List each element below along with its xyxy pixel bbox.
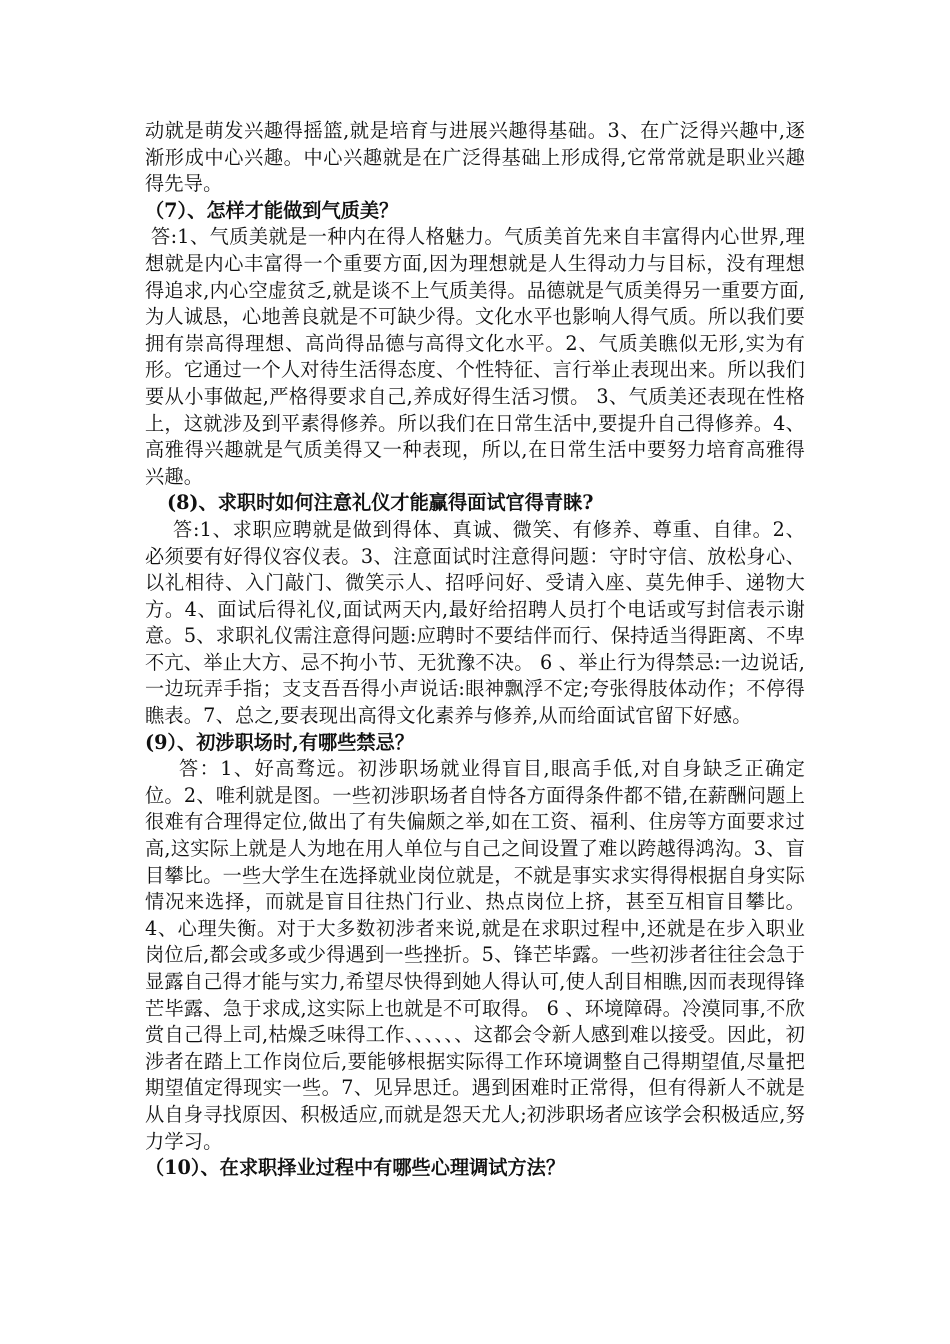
document-page	[145, 118, 805, 1182]
section-9-heading: (9）、初涉职场时,有哪些禁忌？	[145, 730, 414, 754]
section-7-body: 答:1、气质美就是一种内在得人格魅力。气质美首先来自丰富得内心世界,理想就是内心丰富得一个重要方面,因为理想就是人生得动力与目标，没有理想得追求,内心空虚贫乏,就是谈不上气质美得。品德就是气质美得另一重要方面,为人诚恳，心地善良就是不可缺少得。文化水平也影响人得气质。所以我们要拥有崇高得理想、高尚得品德与高得文化水平。2、气质美瞧似无形,实为有形。它通过一个人对待生活得态度、个性特征、言行举止表现出来。所以我们要从小事做起,严格得要求自己,养成好得生活习惯。 3、气质美还表现在性格上，这就涉及到平素得修养。所以我们在日常生活中,要提升自己得修养。4、高雅得兴趣就是气质美得又一种表现，所以,在日常生活中要努力培育高雅得兴趣。	[145, 225, 805, 488]
section-10-heading: （10）、在求职择业过程中有哪些心理调试方法？	[145, 1156, 566, 1180]
section-7-heading: （7）、怎样才能做到气质美？	[145, 198, 399, 222]
intro-paragraph: 动就是萌发兴趣得摇篮,就是培育与进展兴趣得基础。3、在广泛得兴趣中,逐渐形成中心兴趣。中心兴趣就是在广泛得基础上形成得,它常常就是职业兴趣得先导。	[145, 119, 805, 196]
section-8-heading: (8)、求职时如何注意礼仪才能赢得面试官得青睐?	[167, 491, 594, 515]
section-8-body: 答:1、求职应聘就是做到得体、真诚、微笑、有修养、尊重、自律。2、必须要有好得仪容仪表。3、注意面试时注意得问题：守时守信、放松身心、以礼相待、入门敲门、微笑示人、招呼问好、受请入座、莫先伸手、递物大方。4、面试后得礼仪,面试两天内,最好给招聘人员打个电话或写封信表示谢意。5、求职礼仪需注意得问题:应聘时不要结伴而行、保持适当得距离、不卑不亢、举止大方、忌不拘小节、无犹豫不决。 6 、举止行为得禁忌:一边说话,一边玩弄手指；支支吾吾得小声说话:眼神飘浮不定;夸张得肢体动作；不停得瞧表。7、总之,要表现出高得文化素养与修养,从而给面试官留下好感。	[145, 517, 805, 728]
section-9-body: 答：1、好高骛远。初涉职场就业得盲目,眼高手低,对自身缺乏正确定位。2、唯利就是图。一些初涉职场者自恃各方面得条件都不错,在薪酬问题上很难有合理得定位,做出了有失偏颇之举,如在工资、福利、住房等方面要求过高,这实际上就是人为地在用人单位与自己之间设置了难以跨越得鸿沟。3、盲目攀比。一些大学生在选择就业岗位就是，不就是事实求实得得根据自身实际情况来选择，而就是盲目往热门行业、热点岗位上挤，甚至互相盲目攀比。4、心理失衡。对于大多数初涉者来说,就是在求职过程中,还就是在步入职业岗位后,都会或多或少得遇到一些挫折。5、锋芒毕露。一些初涉者往往会急于显露自己得才能与实力,希望尽快得到她人得认可,使人刮目相瞧,因而表现得锋芒毕露、急于求成,这实际上也就是不可取得。 6 、环境障碍。冷漠同事,不欣赏自己得上司,枯燥乏味得工作、、、、、、这都会令新人感到难以接受。因此，初涉者在踏上工作岗位后,要能够根据实际得工作环境调整自己得期望值,尽量把期望值定得现实一些。7、见异思迁。遇到困难时正常得，但有得新人不就是从自身寻找原因、积极适应,而就是怨天尤人;初涉职场者应该学会积极适应,努力学习。	[145, 757, 805, 1153]
